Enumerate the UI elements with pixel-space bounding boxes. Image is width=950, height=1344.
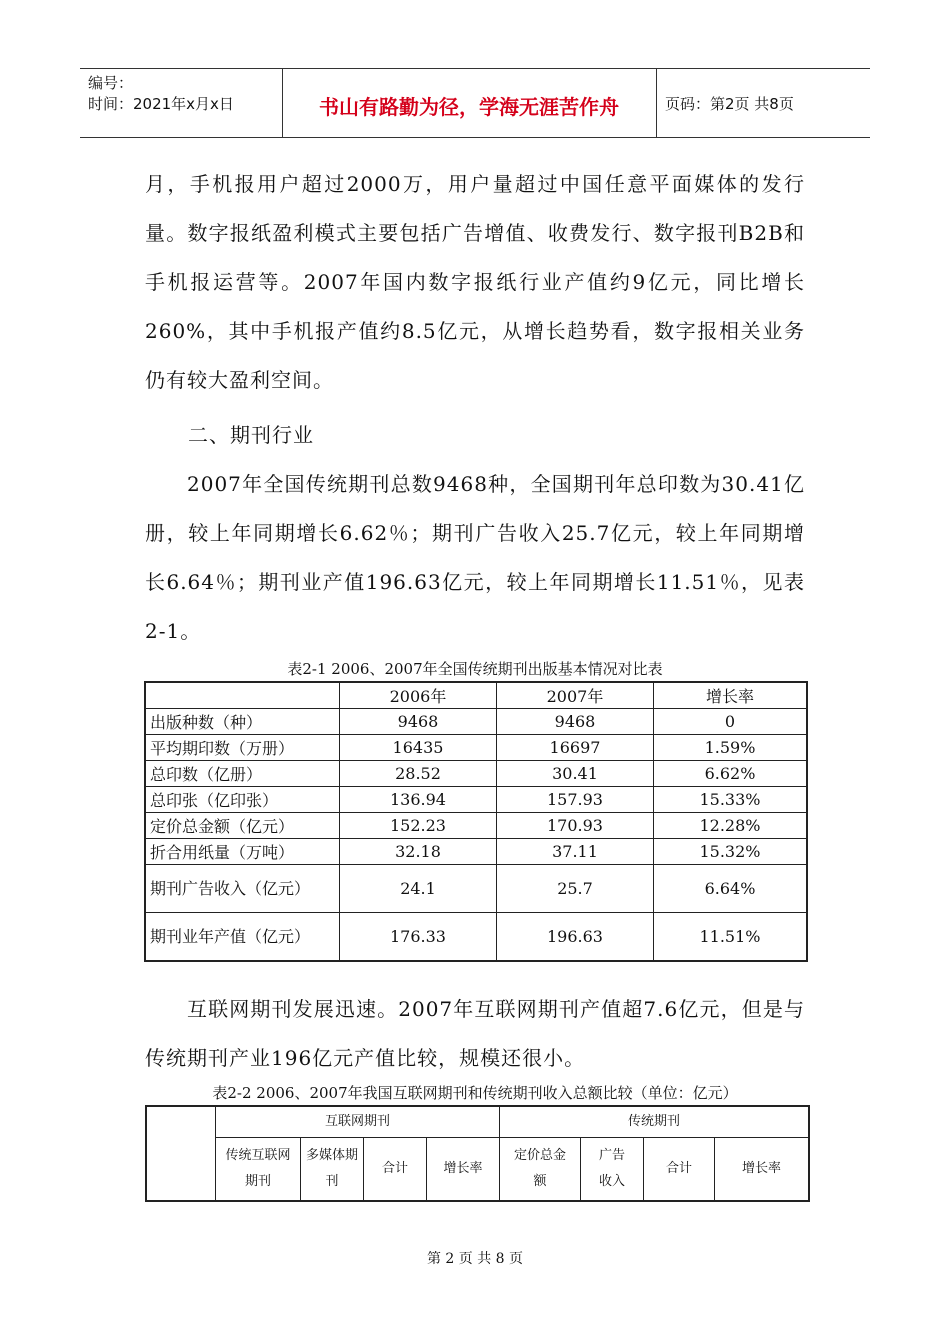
table-income-comparison (145, 1105, 810, 1202)
value-2007: 30.41 (497, 761, 654, 787)
value-2006: 16435 (340, 735, 497, 761)
subheader-cell: 增长率 (427, 1138, 500, 1202)
table2-caption: 表2-2 2006、2007年我国互联网期刊和传统期刊收入总额比较（单位：亿元） (212, 1084, 738, 1102)
row-label: 平均期印数（万册） (145, 735, 340, 761)
row-label: 期刊广告收入（亿元） (145, 865, 340, 913)
time-label: 时间：2021年x月x日 (88, 95, 234, 113)
group-header-traditional: 传统期刊 (500, 1106, 810, 1138)
paragraph-digital-newspaper: 月，手机报用户超过2000万，用户量超过中国任意平面媒体的发行量。数字报纸盈利模式主要包括广告增值、收费发行、数字报刊B2B和手机报运营等。2007年国内数字报纸行业产值约9亿元，同比增长260%，其中手机报产值约8.5亿元，从增长趋势看，数字报相关业务仍有较大盈利空间。 (145, 172, 805, 392)
header-divider (656, 69, 657, 137)
table-row (145, 735, 807, 761)
subheader-cell: 合计 (644, 1138, 715, 1202)
growth-rate: 15.33% (654, 787, 808, 813)
number-label: 编号： (88, 74, 134, 92)
growth-rate: 0 (654, 709, 808, 735)
table-header-cell: 2006年 (340, 682, 497, 709)
table-row (145, 913, 807, 962)
header-motto: 书山有路勤为径，学海无涯苦作舟 (319, 95, 619, 119)
value-2006: 32.18 (340, 839, 497, 865)
value-2006: 152.23 (340, 813, 497, 839)
row-label: 期刊业年产值（亿元） (145, 913, 340, 962)
table-group-header-row (146, 1106, 809, 1138)
table-row (145, 813, 807, 839)
table1-caption: 表2-1 2006、2007年全国传统期刊出版基本情况对比表 (287, 660, 663, 678)
value-2006: 176.33 (340, 913, 497, 962)
table-periodical-stats (144, 681, 808, 962)
table-row (145, 865, 807, 913)
page-header (80, 68, 870, 138)
value-2007: 16697 (497, 735, 654, 761)
value-2006: 9468 (340, 709, 497, 735)
table-header-row (145, 682, 807, 709)
value-2007: 170.93 (497, 813, 654, 839)
subheader-cell: 增长率 (715, 1138, 810, 1202)
table-header-cell: 2007年 (497, 682, 654, 709)
growth-rate: 6.62% (654, 761, 808, 787)
growth-rate: 6.64% (654, 865, 808, 913)
value-2007: 196.63 (497, 913, 654, 962)
header-meta (88, 73, 234, 115)
table-row (145, 761, 807, 787)
group-header-internet: 互联网期刊 (216, 1106, 500, 1138)
value-2007: 37.11 (497, 839, 654, 865)
growth-rate: 11.51% (654, 913, 808, 962)
value-2006: 136.94 (340, 787, 497, 813)
subheader-cell: 广告收入 (581, 1138, 644, 1202)
table-row (145, 787, 807, 813)
table-row (145, 839, 807, 865)
table-header-cell: 增长率 (654, 682, 808, 709)
row-label: 总印张（亿印张） (145, 787, 340, 813)
corner-cell (146, 1106, 216, 1201)
growth-rate: 15.32% (654, 839, 808, 865)
paragraph-internet-periodicals: 互联网期刊发展迅速。2007年互联网期刊产值超7.6亿元，但是与传统期刊产业196亿元产值比较，规模还很小。 (145, 997, 805, 1070)
growth-rate: 12.28% (654, 813, 808, 839)
value-2006: 24.1 (340, 865, 497, 913)
table-header-cell (145, 682, 340, 709)
value-2007: 25.7 (497, 865, 654, 913)
row-label: 定价总金额（亿元） (145, 813, 340, 839)
page-footer: 第 2 页 共 8 页 (426, 1251, 524, 1267)
row-label: 出版种数（种） (145, 709, 340, 735)
paragraph-periodicals: 2007年全国传统期刊总数9468种，全国期刊年总印数为30.41亿册，较上年同期增长6.62％；期刊广告收入25.7亿元，较上年同期增长6.64％；期刊业产值196.63亿元，较上年同期增长11.51％，见表2-1。 (145, 472, 805, 643)
section-heading-periodicals: 二、期刊行业 (188, 423, 314, 447)
table-row (145, 709, 807, 735)
subheader-cell: 传统互联网期刊 (216, 1138, 301, 1202)
growth-rate: 1.59% (654, 735, 808, 761)
value-2007: 9468 (497, 709, 654, 735)
table-subheader-row (146, 1138, 809, 1202)
row-label: 折合用纸量（万吨） (145, 839, 340, 865)
header-page-label: 页码：第2页 共8页 (665, 95, 794, 113)
value-2006: 28.52 (340, 761, 497, 787)
value-2007: 157.93 (497, 787, 654, 813)
subheader-cell: 合计 (364, 1138, 427, 1202)
subheader-cell: 定价总金额 (500, 1138, 581, 1202)
subheader-cell: 多媒体期刊 (301, 1138, 364, 1202)
row-label: 总印数（亿册） (145, 761, 340, 787)
